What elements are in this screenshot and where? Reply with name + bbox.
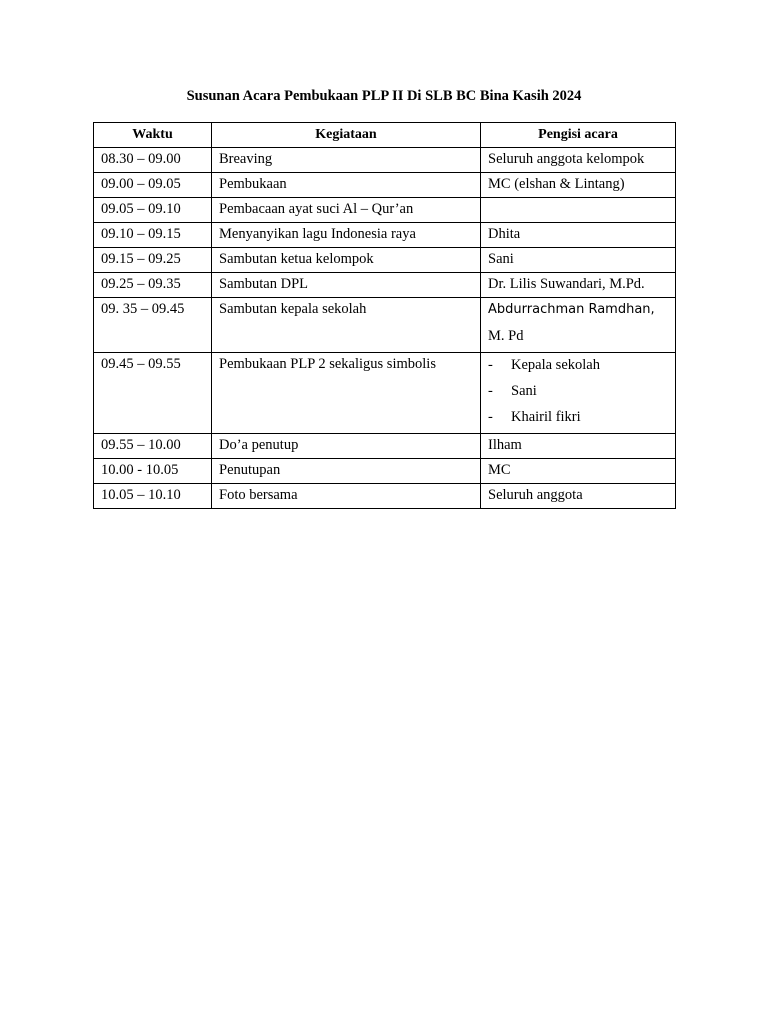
- table-row: [94, 173, 676, 198]
- cell-time: 10.05 – 10.10: [94, 484, 212, 509]
- cell-time: 09.25 – 09.35: [94, 273, 212, 298]
- table-row: [94, 298, 676, 353]
- table-row: [94, 353, 676, 434]
- cell-activity: Pembukaan: [212, 173, 481, 198]
- cell-activity: Sambutan DPL: [212, 273, 481, 298]
- cell-activity: Pembukaan PLP 2 sekaligus simbolis: [212, 353, 481, 434]
- cell-activity: Breaving: [212, 148, 481, 173]
- cell-activity: Penutupan: [212, 459, 481, 484]
- cell-time: 09.10 – 09.15: [94, 223, 212, 248]
- list-item-label: Kepala sekolah: [511, 357, 600, 373]
- table-row: [94, 459, 676, 484]
- host-name-line: Abdurrachman Ramdhan,: [488, 302, 655, 317]
- page-title: Susunan Acara Pembukaan PLP II Di SLB BC Bina Kasih 2024: [186, 88, 582, 104]
- cell-host: [481, 198, 676, 223]
- list-item: [488, 352, 668, 378]
- cell-activity: Do’a penutup: [212, 434, 481, 459]
- cell-host: Dr. Lilis Suwandari, M.Pd.: [481, 273, 676, 298]
- list-item-label: Khairil fikri: [511, 409, 581, 425]
- cell-host: Seluruh anggota kelompok: [481, 148, 676, 173]
- column-header-host: Pengisi acara: [481, 123, 676, 148]
- cell-activity: Sambutan kepala sekolah: [212, 298, 481, 353]
- table-header-row: [94, 123, 676, 148]
- table-row: [94, 198, 676, 223]
- cell-activity: Sambutan ketua kelompok: [212, 248, 481, 273]
- cell-host: [481, 298, 676, 353]
- cell-host: [481, 353, 676, 434]
- cell-host: Sani: [481, 248, 676, 273]
- cell-time: 09.00 – 09.05: [94, 173, 212, 198]
- cell-activity: Foto bersama: [212, 484, 481, 509]
- schedule-table: [93, 122, 676, 509]
- cell-time: 10.00 - 10.05: [94, 459, 212, 484]
- list-item: [488, 378, 668, 404]
- cell-time: 09. 35 – 09.45: [94, 298, 212, 353]
- table-row: [94, 434, 676, 459]
- dash-bullet: -: [488, 409, 493, 425]
- host-list: [488, 352, 668, 430]
- cell-host: Seluruh anggota: [481, 484, 676, 509]
- table-row: [94, 484, 676, 509]
- cell-time: 09.45 – 09.55: [94, 353, 212, 434]
- cell-time: 08.30 – 09.00: [94, 148, 212, 173]
- cell-host: MC: [481, 459, 676, 484]
- dash-bullet: -: [488, 357, 493, 373]
- table-row: [94, 223, 676, 248]
- cell-time: 09.15 – 09.25: [94, 248, 212, 273]
- host-title-line: M. Pd: [488, 328, 524, 344]
- table-row: [94, 148, 676, 173]
- cell-time: 09.55 – 10.00: [94, 434, 212, 459]
- cell-host: Dhita: [481, 223, 676, 248]
- cell-host: Ilham: [481, 434, 676, 459]
- dash-bullet: -: [488, 383, 493, 399]
- column-header-time: Waktu: [94, 123, 212, 148]
- table-row: [94, 273, 676, 298]
- cell-host: MC (elshan & Lintang): [481, 173, 676, 198]
- list-item-label: Sani: [511, 383, 537, 399]
- cell-time: 09.05 – 09.10: [94, 198, 212, 223]
- table-row: [94, 248, 676, 273]
- cell-activity: Menyanyikan lagu Indonesia raya: [212, 223, 481, 248]
- column-header-activity: Kegiataan: [212, 123, 481, 148]
- list-item: [488, 404, 668, 430]
- cell-activity: Pembacaan ayat suci Al – Qur’an: [212, 198, 481, 223]
